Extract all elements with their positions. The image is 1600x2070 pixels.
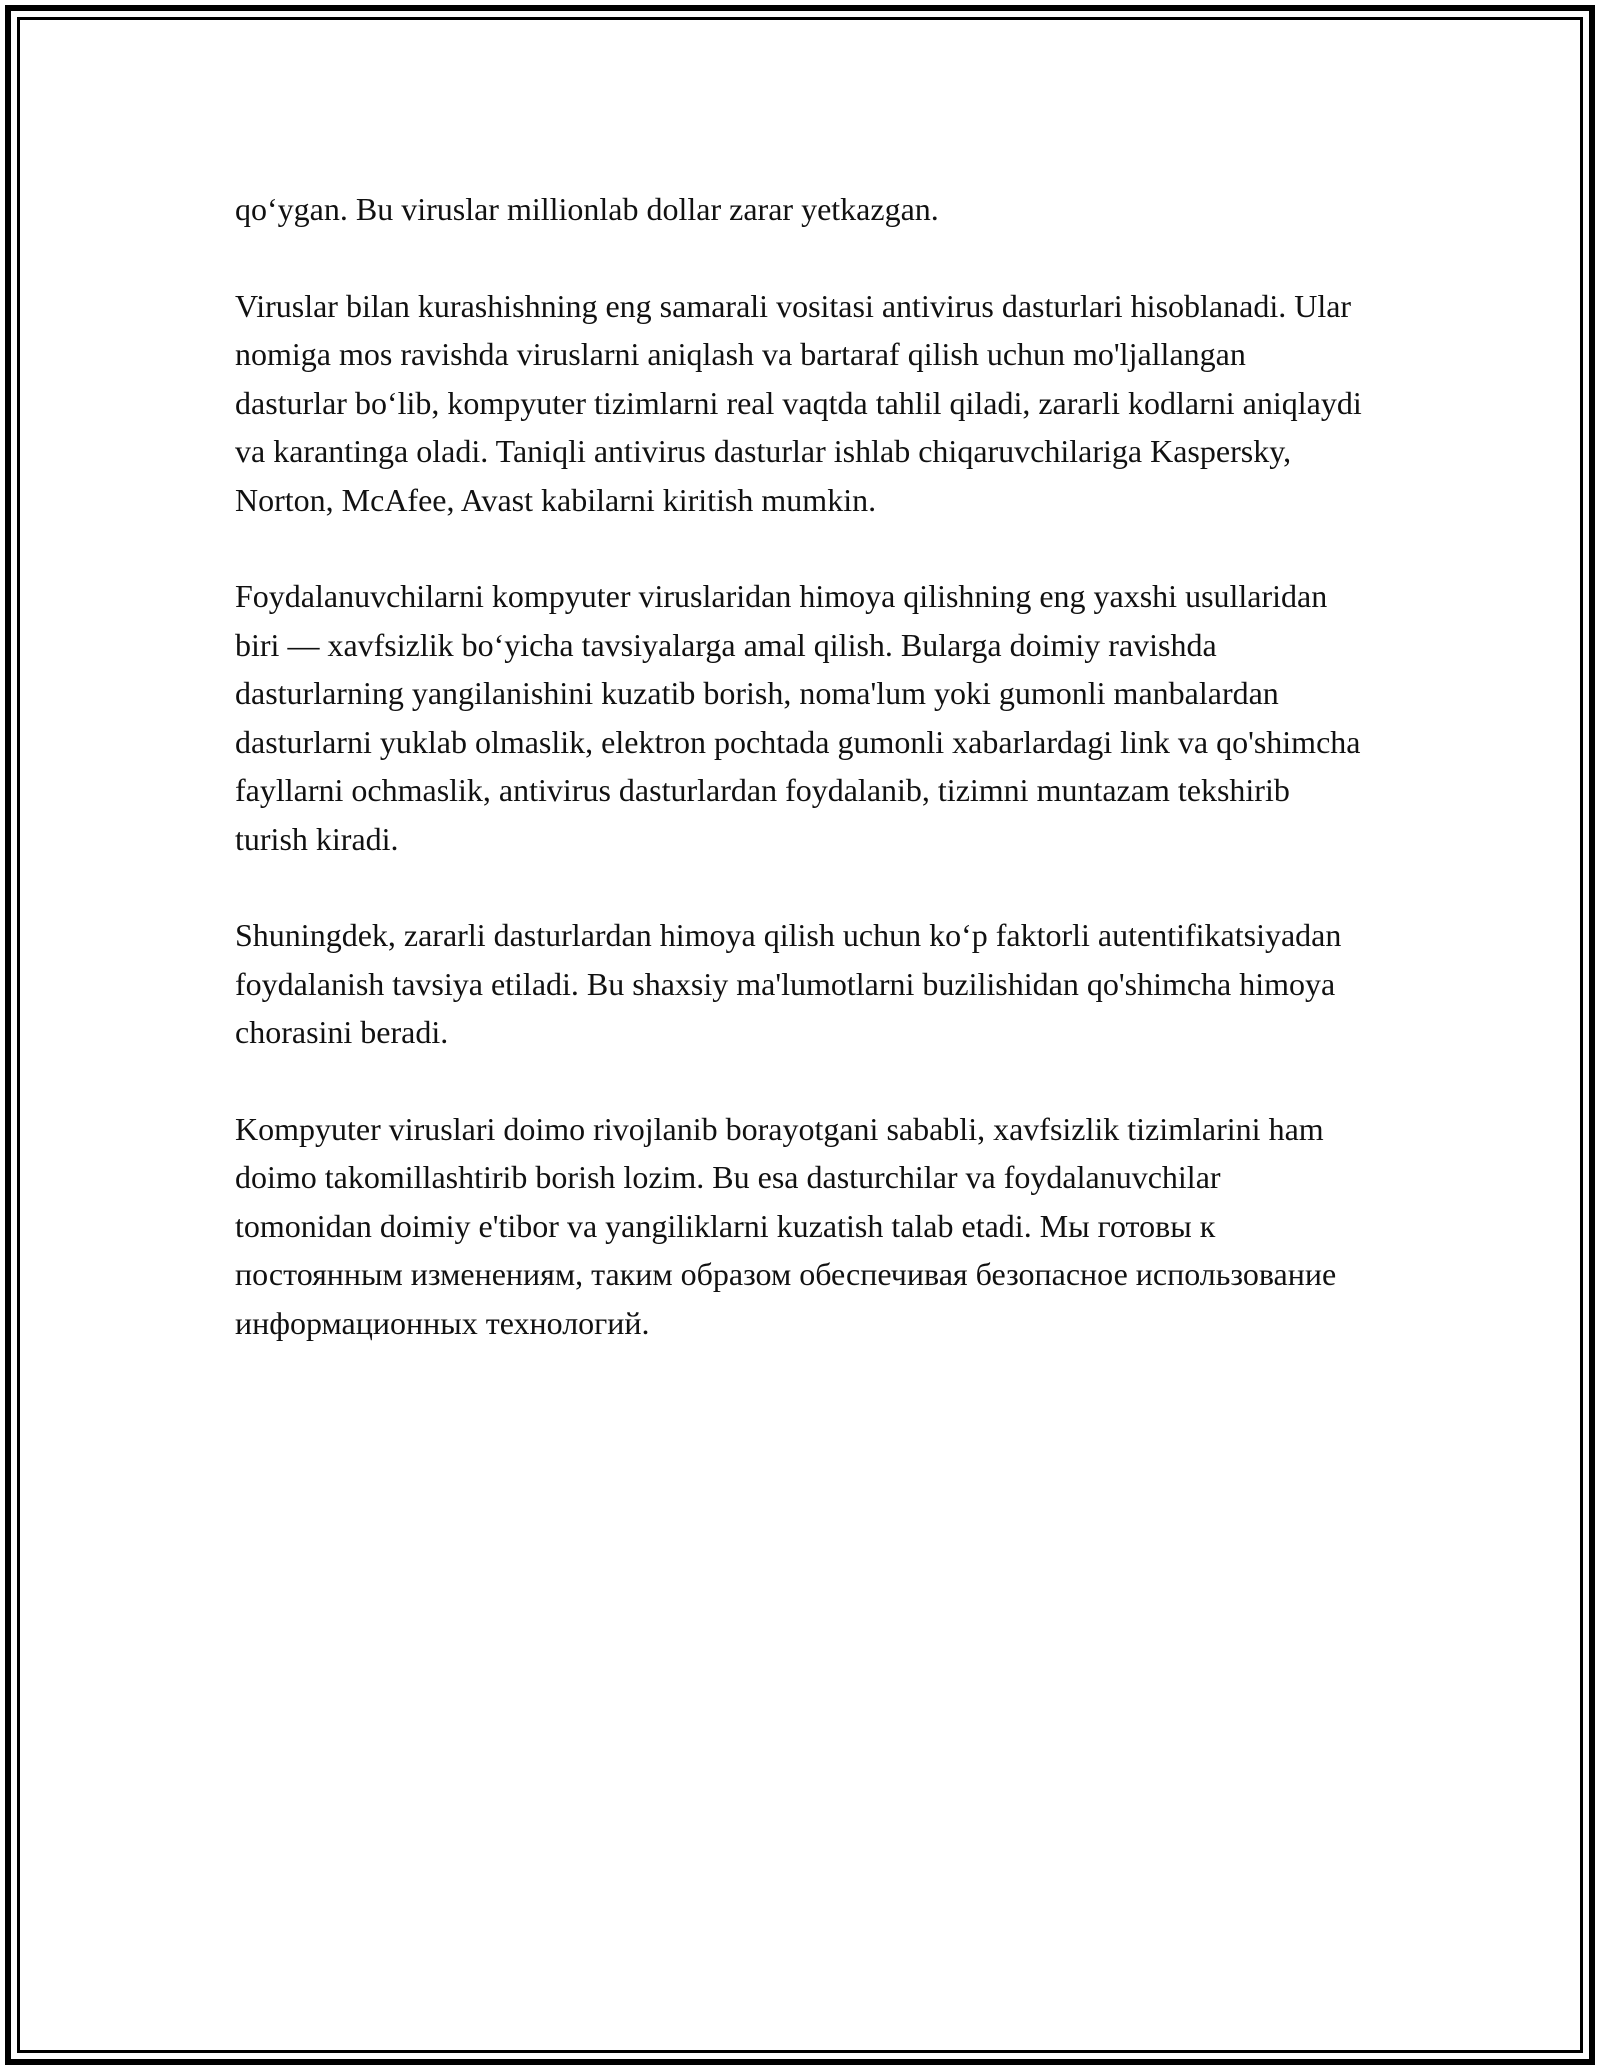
paragraph-1: qo‘ygan. Bu viruslar millionlab dollar zarar yetkazgan. xyxy=(235,191,939,227)
paragraph-5: Kompyuter viruslari doimo rivojlanib borayotgani sababli, xavfsizlik tizimlarini ham doimo takomillashtirib borish lozim. Bu esa dasturchilar va foydalanuvchilar tomonidan doimiy e'tibor va yangiliklarni kuzatish talab etadi. Мы готовы к постоянным изменениям, таким образом обеспечивая безопасное использование информационных технологий. xyxy=(235,1110,1337,1341)
paragraph-3: Foydalanuvchilarni kompyuter viruslaridan himoya qilishning eng yaxshi usullaridan biri — xavfsizlik bo‘yicha tavsiyalarga amal qilish. Bularga doimiy ravishda dasturlarning yangilanishini kuzatib borish, noma'lum yoki gumonli manbalardan dasturlarni yuklab olmaslik, elektron pochtada gumonli xabarlardagi link va qo'shimcha fayllarni ochmaslik, antivirus dasturlardan foydalanib, tizimni muntazam tekshirib turish kiradi. xyxy=(235,578,1361,857)
paragraph-2: Viruslar bilan kurashishning eng samarali vositasi antivirus dasturlari hisoblanadi. Ular nomiga mos ravishda viruslarni aniqlash va bartaraf qilish uchun mo'ljallangan dasturlar bo‘lib, kompyuter tizimlarni real vaqtda tahlil qiladi, zararli kodlarni aniqlaydi va karantinga oladi. Taniqli antivirus dasturlar ishlab chiqaruvchilariga Kaspersky, Norton, McAfee, Avast kabilarni kiritish mumkin. xyxy=(235,287,1362,518)
document-body xyxy=(235,185,1365,1395)
paragraph-4: Shuningdek, zararli dasturlardan himoya qilish uchun ko‘p faktorli autentifikatsiyadan foydalanish tavsiya etiladi. Bu shaxsiy ma'lumotlarni buzilishidan qo'shimcha himoya chorasini beradi. xyxy=(235,917,1342,1050)
